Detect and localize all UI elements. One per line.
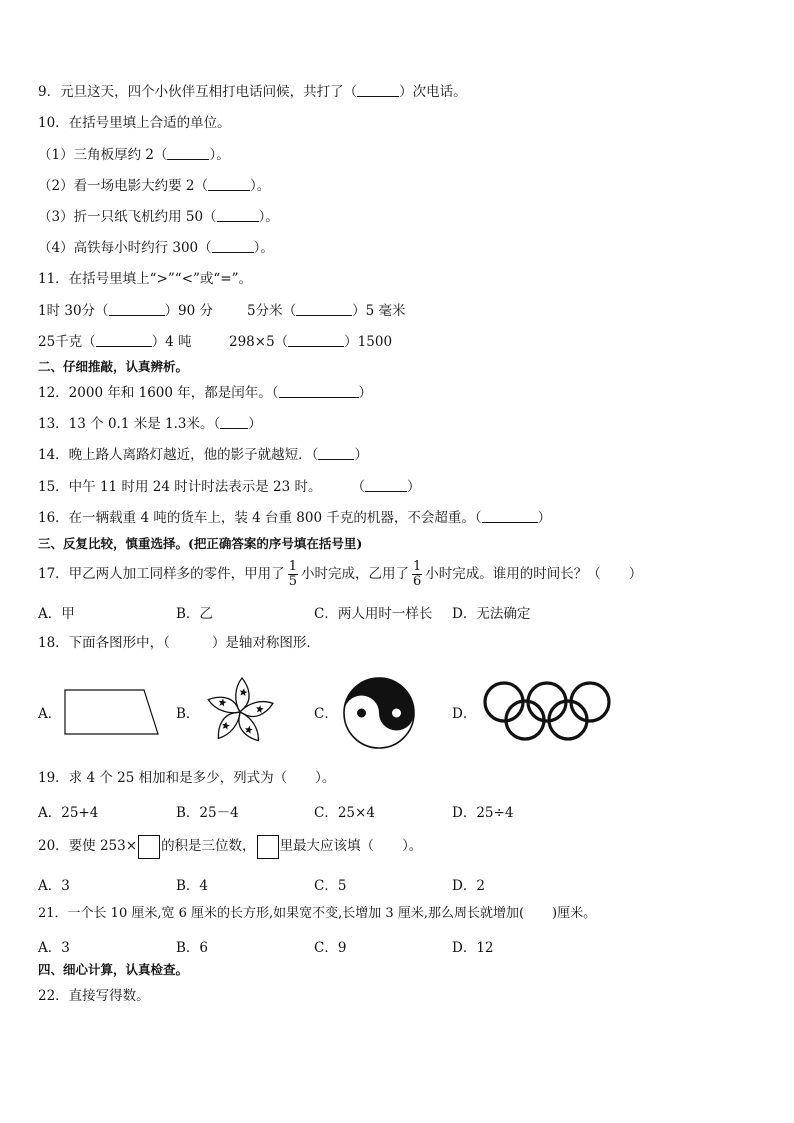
- question-14: 14．晚上路人离路灯越近，他的影子就越短．（ ）: [38, 447, 368, 463]
- section-3-heading: 三、反复比较，慎重选择。(把正确答案的序号填在括号里): [38, 536, 363, 551]
- option-d[interactable]: D．无法确定: [452, 606, 531, 622]
- answer-blank[interactable]: [96, 333, 152, 347]
- option-b[interactable]: B．6: [176, 940, 209, 956]
- option-d[interactable]: D．2: [452, 878, 485, 894]
- answer-blank[interactable]: [365, 478, 407, 492]
- option-c[interactable]: C．9: [314, 940, 347, 956]
- option-c[interactable]: C．25×4: [314, 805, 375, 821]
- option-b-label[interactable]: B．: [176, 706, 200, 722]
- question-11-c: 25千克（ ）4 吨: [38, 334, 192, 350]
- question-19: 19．求 4 个 25 相加和是多少，列式为（ ）。: [38, 770, 336, 786]
- question-20: 20．要使 253× 的积是三位数， 里最大应该填（ ）。: [38, 833, 422, 859]
- question-17: 17．甲乙两人加工同样多的零件，甲用了 $\frac{1}{5}$ 小时完成，乙用了 $\frac{1}{6}$ 小时完成。谁用的时间长？（ ）: [38, 559, 643, 589]
- question-21: 21．一个长 10 厘米,宽 6 厘米的长方形,如果宽不变,长增加 3 厘米,那么周长就增加( )厘米。: [38, 906, 597, 921]
- answer-blank[interactable]: [208, 177, 250, 191]
- question-22: 22．直接写得数。: [38, 988, 150, 1004]
- question-16: 16．在一辆载重 4 吨的货车上，装 4 台重 800 千克的机器，不会超重。（ ）: [38, 510, 552, 526]
- section-4-heading: 四、细心计算，认真检查。: [38, 962, 189, 977]
- answer-blank[interactable]: [296, 302, 352, 316]
- question-15: 15．中午 11 时用 24 时计时法表示是 23 时。 （ ）: [38, 479, 421, 495]
- answer-blank[interactable]: [217, 208, 259, 222]
- option-b[interactable]: B．4: [176, 878, 209, 894]
- option-d[interactable]: D．25÷4: [452, 805, 514, 821]
- option-c[interactable]: C．5: [314, 878, 347, 894]
- question-12: 12．2000 年和 1600 年，都是闰年。（ ）: [38, 385, 373, 401]
- question-10: 10．在括号里填上合适的单位。: [38, 115, 231, 131]
- question-10-item-2: （2）看一场电影大约要 2（ ）。: [38, 178, 271, 194]
- question-10-item-3: （3）折一只纸飞机约用 50（ ）。: [38, 209, 279, 225]
- question-11: 11．在括号里填上“>”“<”或“=”。: [38, 271, 253, 287]
- option-d-label[interactable]: D．: [452, 706, 477, 722]
- blank-box[interactable]: [257, 835, 279, 859]
- option-c[interactable]: C．两人用时一样长: [314, 606, 433, 622]
- answer-blank[interactable]: [357, 83, 399, 97]
- question-9: 9．元旦这天，四个小伙伴互相打电话问候，共打了（ ）次电话。: [38, 84, 467, 100]
- question-13: 13．13 个 0.1 米是 1.3米。（ ）: [38, 416, 262, 432]
- question-11-a: 1时 30分（ ）90 分: [38, 303, 214, 319]
- option-a[interactable]: A．甲: [38, 606, 75, 622]
- option-a[interactable]: A．25+4: [38, 805, 99, 821]
- question-10-item-4: （4）高铁每小时约行 300（ ）。: [38, 240, 274, 256]
- answer-blank[interactable]: [279, 384, 359, 398]
- option-d[interactable]: D．12: [452, 940, 494, 956]
- answer-blank[interactable]: [318, 446, 354, 460]
- answer-blank[interactable]: [288, 333, 344, 347]
- question-18: 18．下面各图形中，（ ）是轴对称图形．: [38, 635, 320, 651]
- fraction-one-fifth: $\frac{1}{5}$: [288, 559, 297, 589]
- question-11-b: 5分米（ ）5 毫米: [247, 303, 406, 319]
- question-10-item-1: （1）三角板厚约 2（ ）。: [38, 147, 230, 163]
- option-b[interactable]: B．乙: [176, 606, 213, 622]
- blank-box[interactable]: [138, 835, 160, 859]
- yin-yang-icon: [342, 676, 416, 750]
- answer-blank[interactable]: [167, 146, 209, 160]
- option-a-label[interactable]: A．: [38, 706, 62, 722]
- bauhinia-flower-icon: [200, 673, 280, 751]
- answer-blank[interactable]: [482, 509, 538, 523]
- option-a[interactable]: A．3: [38, 878, 70, 894]
- fraction-one-sixth: $\frac{1}{6}$: [412, 559, 422, 589]
- answer-blank[interactable]: [212, 239, 254, 253]
- question-11-d: 298×5（ ）1500: [229, 334, 393, 350]
- option-c-label[interactable]: C．: [314, 706, 338, 722]
- section-2-heading: 二、仔细推敲，认真辨析。: [38, 359, 189, 374]
- olympic-rings-icon: [480, 680, 616, 742]
- option-b[interactable]: B．25－4: [176, 805, 239, 821]
- answer-blank[interactable]: [109, 302, 165, 316]
- answer-blank[interactable]: [220, 415, 248, 429]
- trapezoid-shape: [62, 688, 162, 736]
- option-a[interactable]: A．3: [38, 940, 70, 956]
